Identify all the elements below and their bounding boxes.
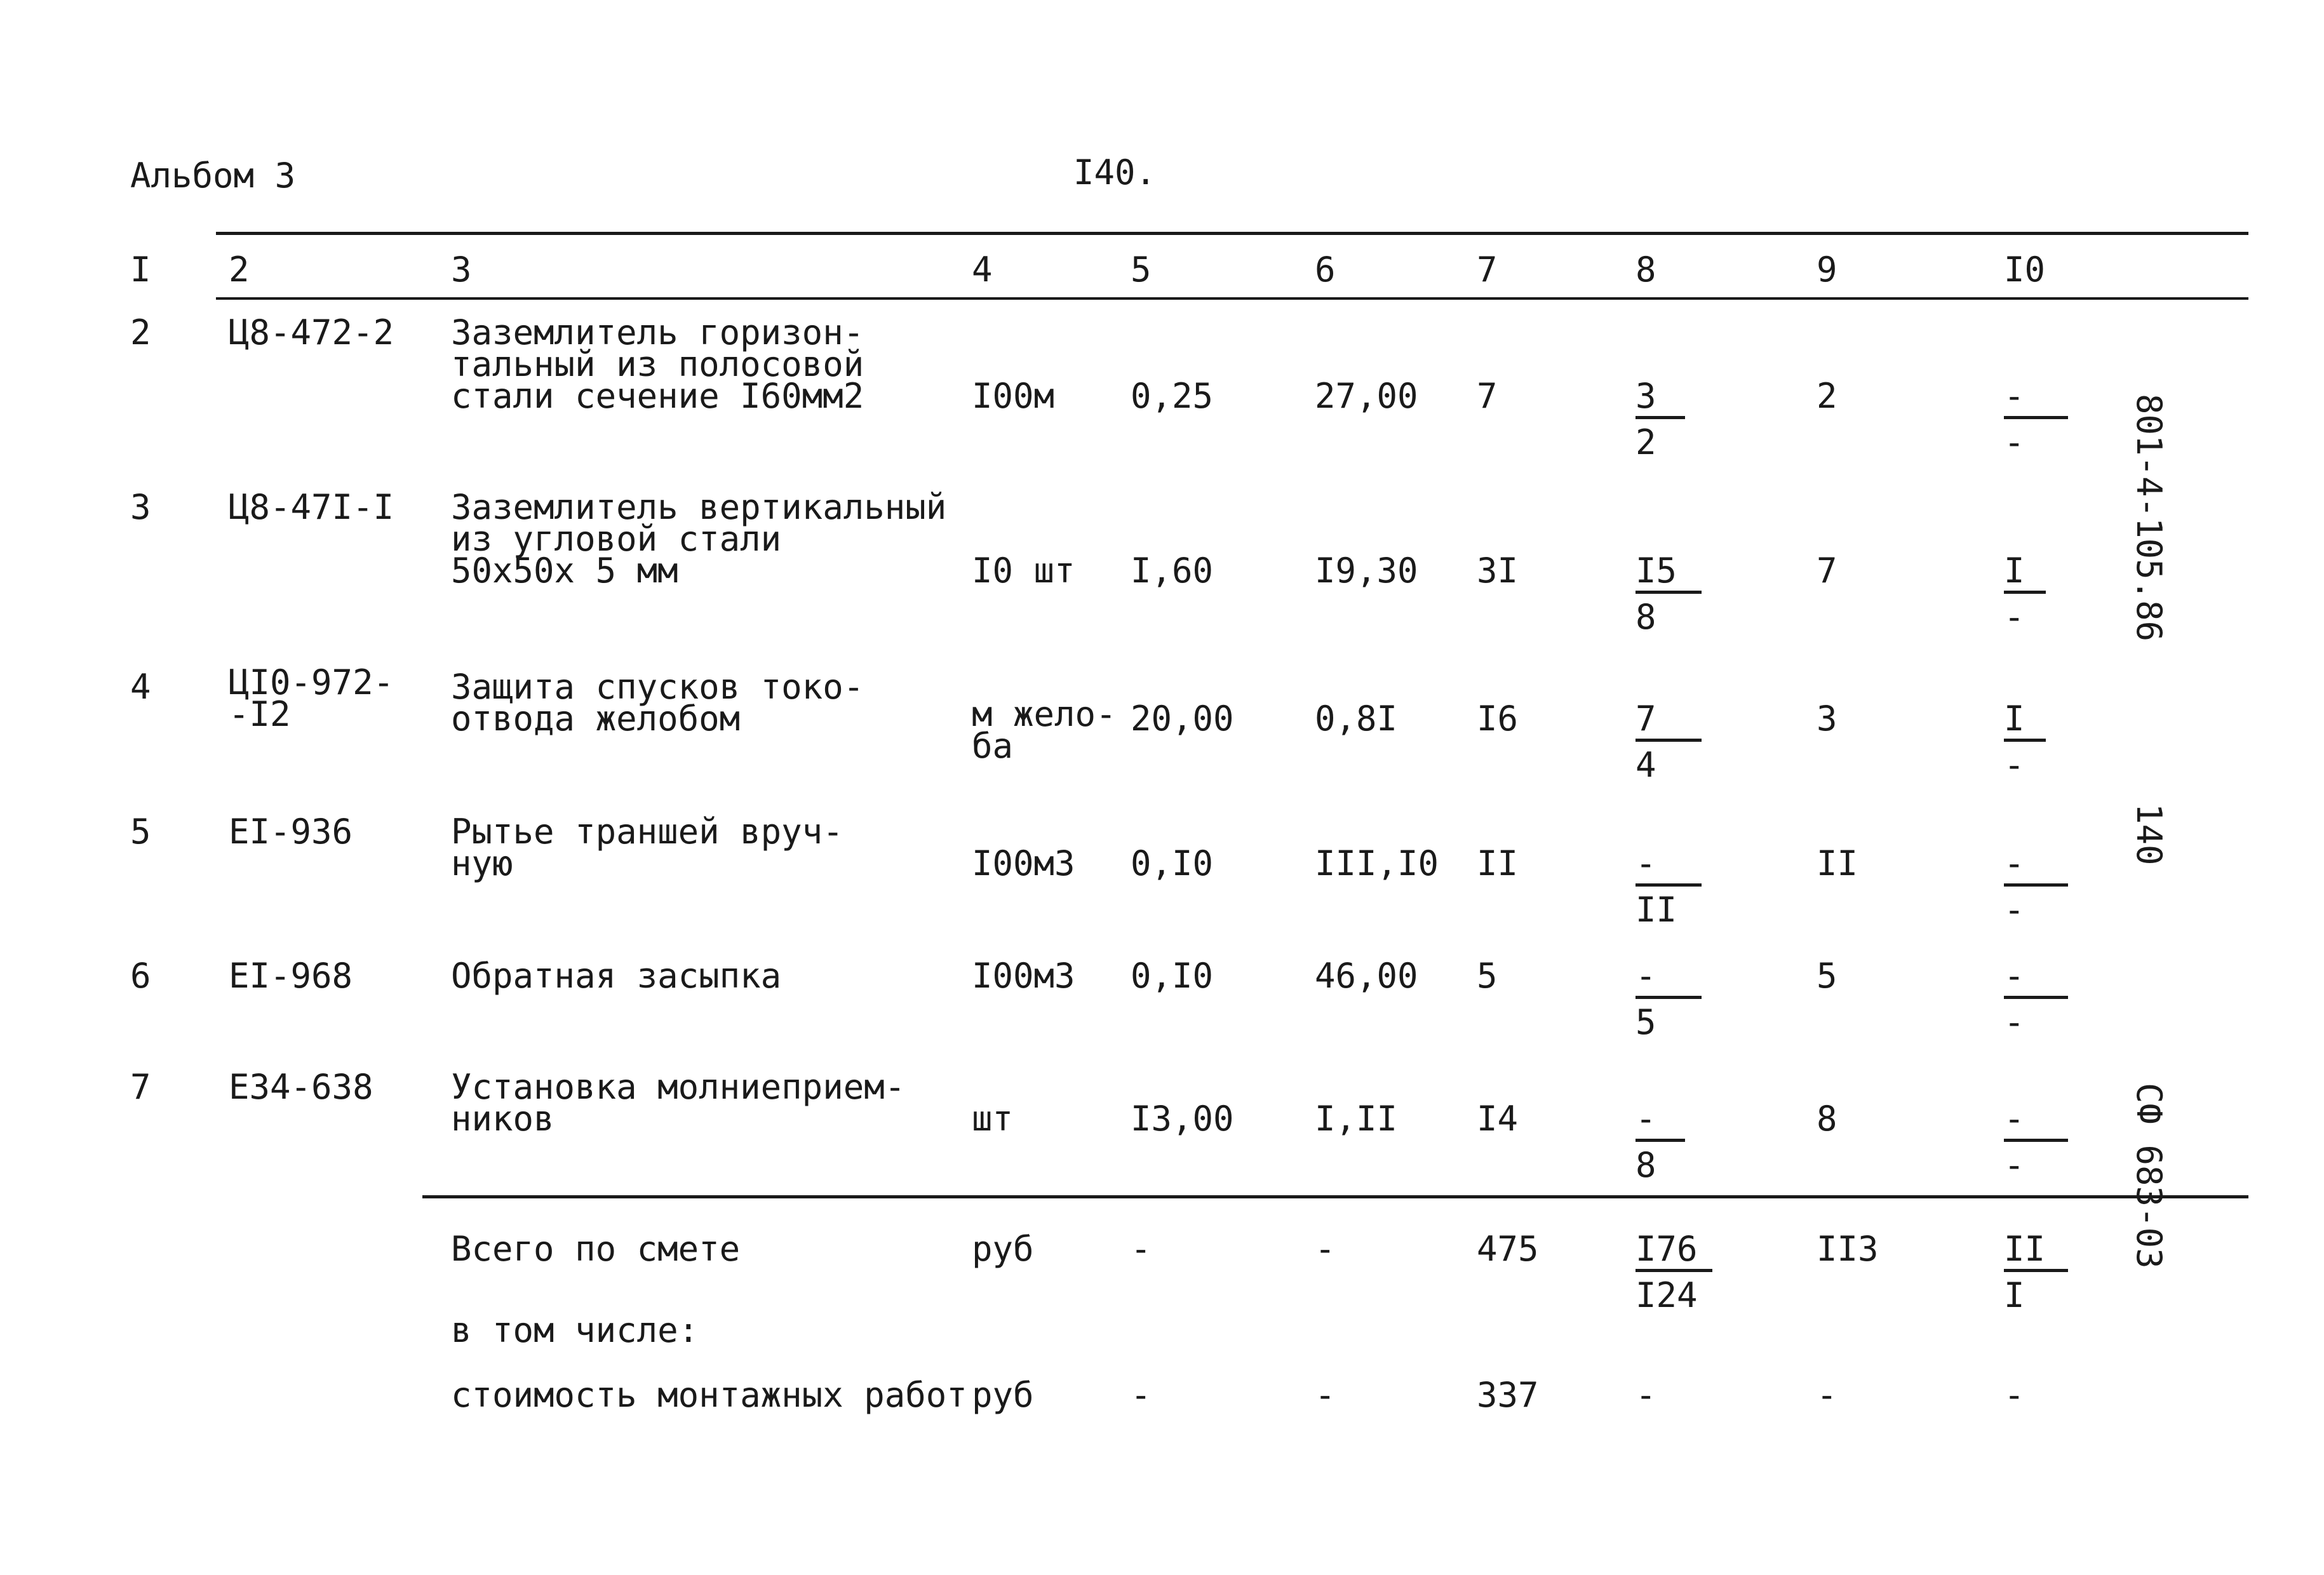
col10-fraction xyxy=(2004,376,2068,462)
col-header-10: I0 xyxy=(2004,250,2046,290)
row-number: 7 xyxy=(130,1067,151,1107)
col-header-3: 3 xyxy=(451,250,472,290)
col8-denominator: 8 xyxy=(1636,1145,1656,1185)
unit-price: 46,00 xyxy=(1315,956,1418,996)
total-cost: I4 xyxy=(1477,1099,1519,1139)
col8-numerator: - xyxy=(1636,1102,1685,1142)
unit-price: 0,8I xyxy=(1315,699,1398,739)
col8-fraction xyxy=(1636,1099,1685,1185)
row-number: 6 xyxy=(130,956,151,996)
col8-denominator: 2 xyxy=(1636,422,1656,462)
col10-denominator: - xyxy=(2004,1002,2025,1042)
total-col7: 475 xyxy=(1477,1229,1539,1269)
col10-fraction xyxy=(2004,956,2068,1042)
col-header-5: 5 xyxy=(1131,250,1152,290)
unit: I00м xyxy=(972,376,1055,416)
col-header-8: 8 xyxy=(1636,250,1656,290)
total-col6: - xyxy=(1315,1229,1336,1269)
total-col10-denominator: I xyxy=(2004,1275,2025,1315)
total-cost: 3I xyxy=(1477,551,1519,591)
col10-numerator: - xyxy=(2004,847,2068,887)
rate-code: ЦI0-972- -I2 xyxy=(229,662,394,734)
unit: шт xyxy=(972,1099,1014,1139)
total-col8-numerator: I76 xyxy=(1636,1232,1712,1272)
side-archive-number: СФ 683-03 xyxy=(2129,1083,2169,1269)
total-col10-numerator: II xyxy=(2004,1232,2068,1272)
unit-price: III,I0 xyxy=(1315,843,1439,883)
work-description-line: Заземлитель горизон- xyxy=(451,312,864,352)
total-label: Всего по смете xyxy=(451,1229,741,1269)
work-description-line: из угловой стали xyxy=(451,519,782,559)
total-cost: II xyxy=(1477,843,1519,883)
total-col10-fraction xyxy=(2004,1229,2068,1315)
col8-numerator: 3 xyxy=(1636,379,1685,419)
col8-fraction xyxy=(1636,843,1702,930)
col10-denominator: - xyxy=(2004,890,2025,930)
unit: м жело- ба xyxy=(972,694,1117,766)
col-header-1: I xyxy=(130,250,151,290)
col8-numerator: 7 xyxy=(1636,702,1702,742)
total-col8-denominator: I24 xyxy=(1636,1275,1698,1315)
unit: I0 шт xyxy=(972,551,1075,591)
col-header-6: 6 xyxy=(1315,250,1336,290)
work-description-line: отвода желобом xyxy=(451,699,741,739)
install-col7: 337 xyxy=(1477,1375,1539,1415)
total-cost: I6 xyxy=(1477,699,1519,739)
col9-value: 5 xyxy=(1817,956,1837,996)
work-description-line: Защита спусков токо- xyxy=(451,667,864,707)
quantity: 0,25 xyxy=(1131,376,1214,416)
quantity: I,60 xyxy=(1131,551,1214,591)
quantity: 20,00 xyxy=(1131,699,1234,739)
col8-fraction xyxy=(1636,699,1702,785)
install-col5: - xyxy=(1131,1375,1152,1415)
total-cost: 5 xyxy=(1477,956,1498,996)
col8-denominator: 4 xyxy=(1636,745,1656,785)
including-label: в том числе: xyxy=(451,1310,699,1350)
col8-fraction xyxy=(1636,551,1702,637)
quantity: I3,00 xyxy=(1131,1099,1234,1139)
rate-code: Ц8-472-2 xyxy=(229,312,394,352)
col10-numerator: I xyxy=(2004,554,2046,594)
col10-denominator: - xyxy=(2004,745,2025,785)
col8-denominator: II xyxy=(1636,890,1677,930)
work-description-line: ников xyxy=(451,1099,554,1139)
install-col8: - xyxy=(1636,1375,1656,1415)
header-bottom-rule xyxy=(216,297,2248,300)
col10-fraction xyxy=(2004,843,2068,930)
col8-numerator: - xyxy=(1636,959,1702,999)
row-number: 2 xyxy=(130,312,151,352)
col-header-2: 2 xyxy=(229,250,250,290)
col10-denominator: - xyxy=(2004,422,2025,462)
unit: I00м3 xyxy=(972,843,1075,883)
col9-value: 3 xyxy=(1817,699,1837,739)
row-number: 4 xyxy=(130,667,151,707)
col9-value: 7 xyxy=(1817,551,1837,591)
work-description-line: Рытье траншей вруч- xyxy=(451,812,843,852)
rate-code: Ц8-47I-I xyxy=(229,487,394,527)
rate-code: EI-936 xyxy=(229,812,353,852)
col9-value: 2 xyxy=(1817,376,1837,416)
col9-value: 8 xyxy=(1817,1099,1837,1139)
col-header-9: 9 xyxy=(1817,250,1837,290)
unit-price: 27,00 xyxy=(1315,376,1418,416)
col8-fraction xyxy=(1636,376,1685,462)
col10-numerator: - xyxy=(2004,959,2068,999)
install-label: стоимость монтажных работ xyxy=(451,1375,967,1415)
quantity: 0,I0 xyxy=(1131,956,1214,996)
work-description-line: ную xyxy=(451,843,513,883)
col-header-4: 4 xyxy=(972,250,993,290)
row-number: 3 xyxy=(130,487,151,527)
install-unit: руб xyxy=(972,1375,1034,1415)
col8-denominator: 8 xyxy=(1636,597,1656,637)
work-description-line: тальный из полосовой xyxy=(451,344,864,384)
col10-fraction xyxy=(2004,1099,2068,1185)
col8-denominator: 5 xyxy=(1636,1002,1656,1042)
work-description-line: Установка молниеприем- xyxy=(451,1067,906,1107)
col10-denominator: - xyxy=(2004,597,2025,637)
work-description-line: стали сечение I60мм2 xyxy=(451,376,864,416)
side-doc-code: 801-4-105.86 xyxy=(2129,394,2169,642)
work-description-line: Заземлитель вертикальный xyxy=(451,487,947,527)
total-unit: руб xyxy=(972,1229,1034,1269)
col10-numerator: - xyxy=(2004,1102,2068,1142)
col10-numerator: - xyxy=(2004,379,2068,419)
install-col10: - xyxy=(2004,1375,2025,1415)
total-col5: - xyxy=(1131,1229,1152,1269)
col8-numerator: I5 xyxy=(1636,554,1702,594)
install-col6: - xyxy=(1315,1375,1336,1415)
col8-numerator: - xyxy=(1636,847,1702,887)
table-top-rule xyxy=(216,232,2248,235)
col10-denominator: - xyxy=(2004,1145,2025,1185)
total-col9: II3 xyxy=(1817,1229,1879,1269)
unit-price: I9,30 xyxy=(1315,551,1418,591)
col10-fraction xyxy=(2004,551,2046,637)
page-number: I40. xyxy=(1073,152,1157,192)
side-page-number: 140 xyxy=(2129,803,2169,866)
work-description-line: 50х50х 5 мм xyxy=(451,551,678,591)
col10-fraction xyxy=(2004,699,2046,785)
col10-numerator: I xyxy=(2004,702,2046,742)
album-label: Альбом 3 xyxy=(130,156,296,196)
total-cost: 7 xyxy=(1477,376,1498,416)
col-header-7: 7 xyxy=(1477,250,1498,290)
quantity: 0,I0 xyxy=(1131,843,1214,883)
totals-rule xyxy=(422,1195,2248,1198)
rate-code: EI-968 xyxy=(229,956,353,996)
row-number: 5 xyxy=(130,812,151,852)
unit: I00м3 xyxy=(972,956,1075,996)
unit-price: I,II xyxy=(1315,1099,1398,1139)
install-col9: - xyxy=(1817,1375,1837,1415)
total-col8-fraction xyxy=(1636,1229,1712,1315)
work-description-line: Обратная засыпка xyxy=(451,956,782,996)
col9-value: II xyxy=(1817,843,1858,883)
col8-fraction xyxy=(1636,956,1702,1042)
rate-code: E34-638 xyxy=(229,1067,373,1107)
